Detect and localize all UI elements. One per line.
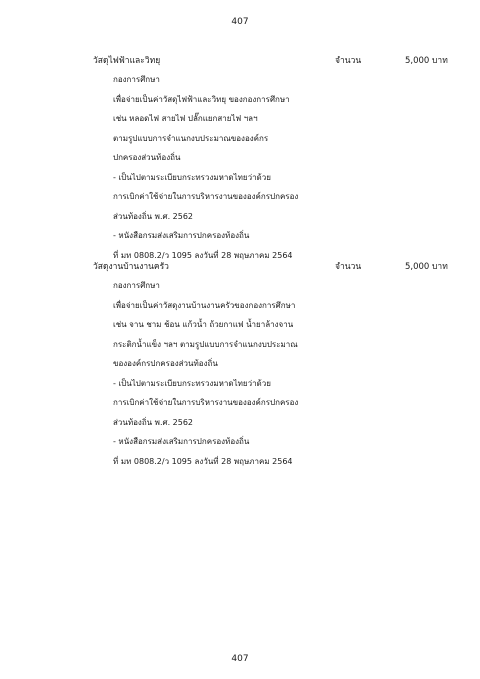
item-description (113, 276, 433, 471)
description-line: การเบิกค่าใช้จ่ายในการบริหารงานขององค์กรปกครอง (113, 398, 299, 407)
description-line: - เป็นไปตามระเบียบกระทรวงมหาดไทยว่าด้วย (113, 172, 271, 182)
page-number-bottom: 407 (231, 654, 249, 664)
item-header (0, 258, 480, 276)
description-line: ที่ มท 0808.2/ว 1095 ลงวันที่ 28 พฤษภาคม 2564 (113, 456, 293, 466)
description-line: กองการศึกษา (113, 281, 160, 290)
page-number-top: 407 (231, 17, 249, 27)
description-line: - หนังสือกรมส่งเสริมการปกครองท้องถิ่น (113, 437, 250, 446)
item-title: วัสดุไฟฟ้าและวิทยุ (93, 56, 161, 66)
description-line: เพื่อจ่ายเป็นค่าวัสดุไฟฟ้าและวิทยุ ของกองการศึกษา (113, 94, 290, 104)
item-header (0, 52, 480, 70)
description-line: การเบิกค่าใช้จ่ายในการบริหารงานขององค์กรปกครอง (113, 192, 299, 201)
item-amount: 5,000 บาท (405, 56, 448, 66)
description-line: ขององค์กรปกครองส่วนท้องถิ่น (113, 359, 218, 368)
description-line: ปกครองส่วนท้องถิ่น (113, 153, 181, 162)
quantity-label: จำนวน (335, 262, 362, 272)
quantity-label: จำนวน (335, 56, 362, 66)
budget-item-household-supplies (0, 258, 480, 471)
description-line: เช่น จาน ชาม ช้อน แก้วน้ำ ถ้วยกาแฟ น้ำยาล้างจาน (113, 320, 294, 329)
item-amount: 5,000 บาท (405, 262, 448, 272)
description-line: ที่ มท 0808.2/ว 1095 ลงวันที่ 28 พฤษภาคม 2564 (113, 250, 293, 260)
budget-item-electrical-supplies (0, 52, 480, 265)
description-line: - หนังสือกรมส่งเสริมการปกครองท้องถิ่น (113, 231, 250, 240)
description-line: ส่วนท้องถิ่น พ.ศ. 2562 (113, 211, 194, 221)
description-line: เพื่อจ่ายเป็นค่าวัสดุงานบ้านงานครัวของกองการศึกษา (113, 300, 296, 310)
description-line: กองการศึกษา (113, 75, 160, 84)
description-line: - เป็นไปตามระเบียบกระทรวงมหาดไทยว่าด้วย (113, 378, 271, 388)
item-description (113, 70, 433, 265)
description-line: เช่น หลอดไฟ สายไฟ ปลั๊กแยกสายไฟ ฯลฯ (113, 114, 258, 123)
description-line: ตามรูปแบบการจำแนกงบประมาณขององค์กร (113, 133, 269, 143)
description-line: กระติกน้ำแข็ง ฯลฯ ตามรูปแบบการจำแนกงบประมาณ (113, 339, 298, 349)
item-title: วัสดุงานบ้านงานครัว (93, 262, 169, 272)
description-line: ส่วนท้องถิ่น พ.ศ. 2562 (113, 417, 194, 427)
